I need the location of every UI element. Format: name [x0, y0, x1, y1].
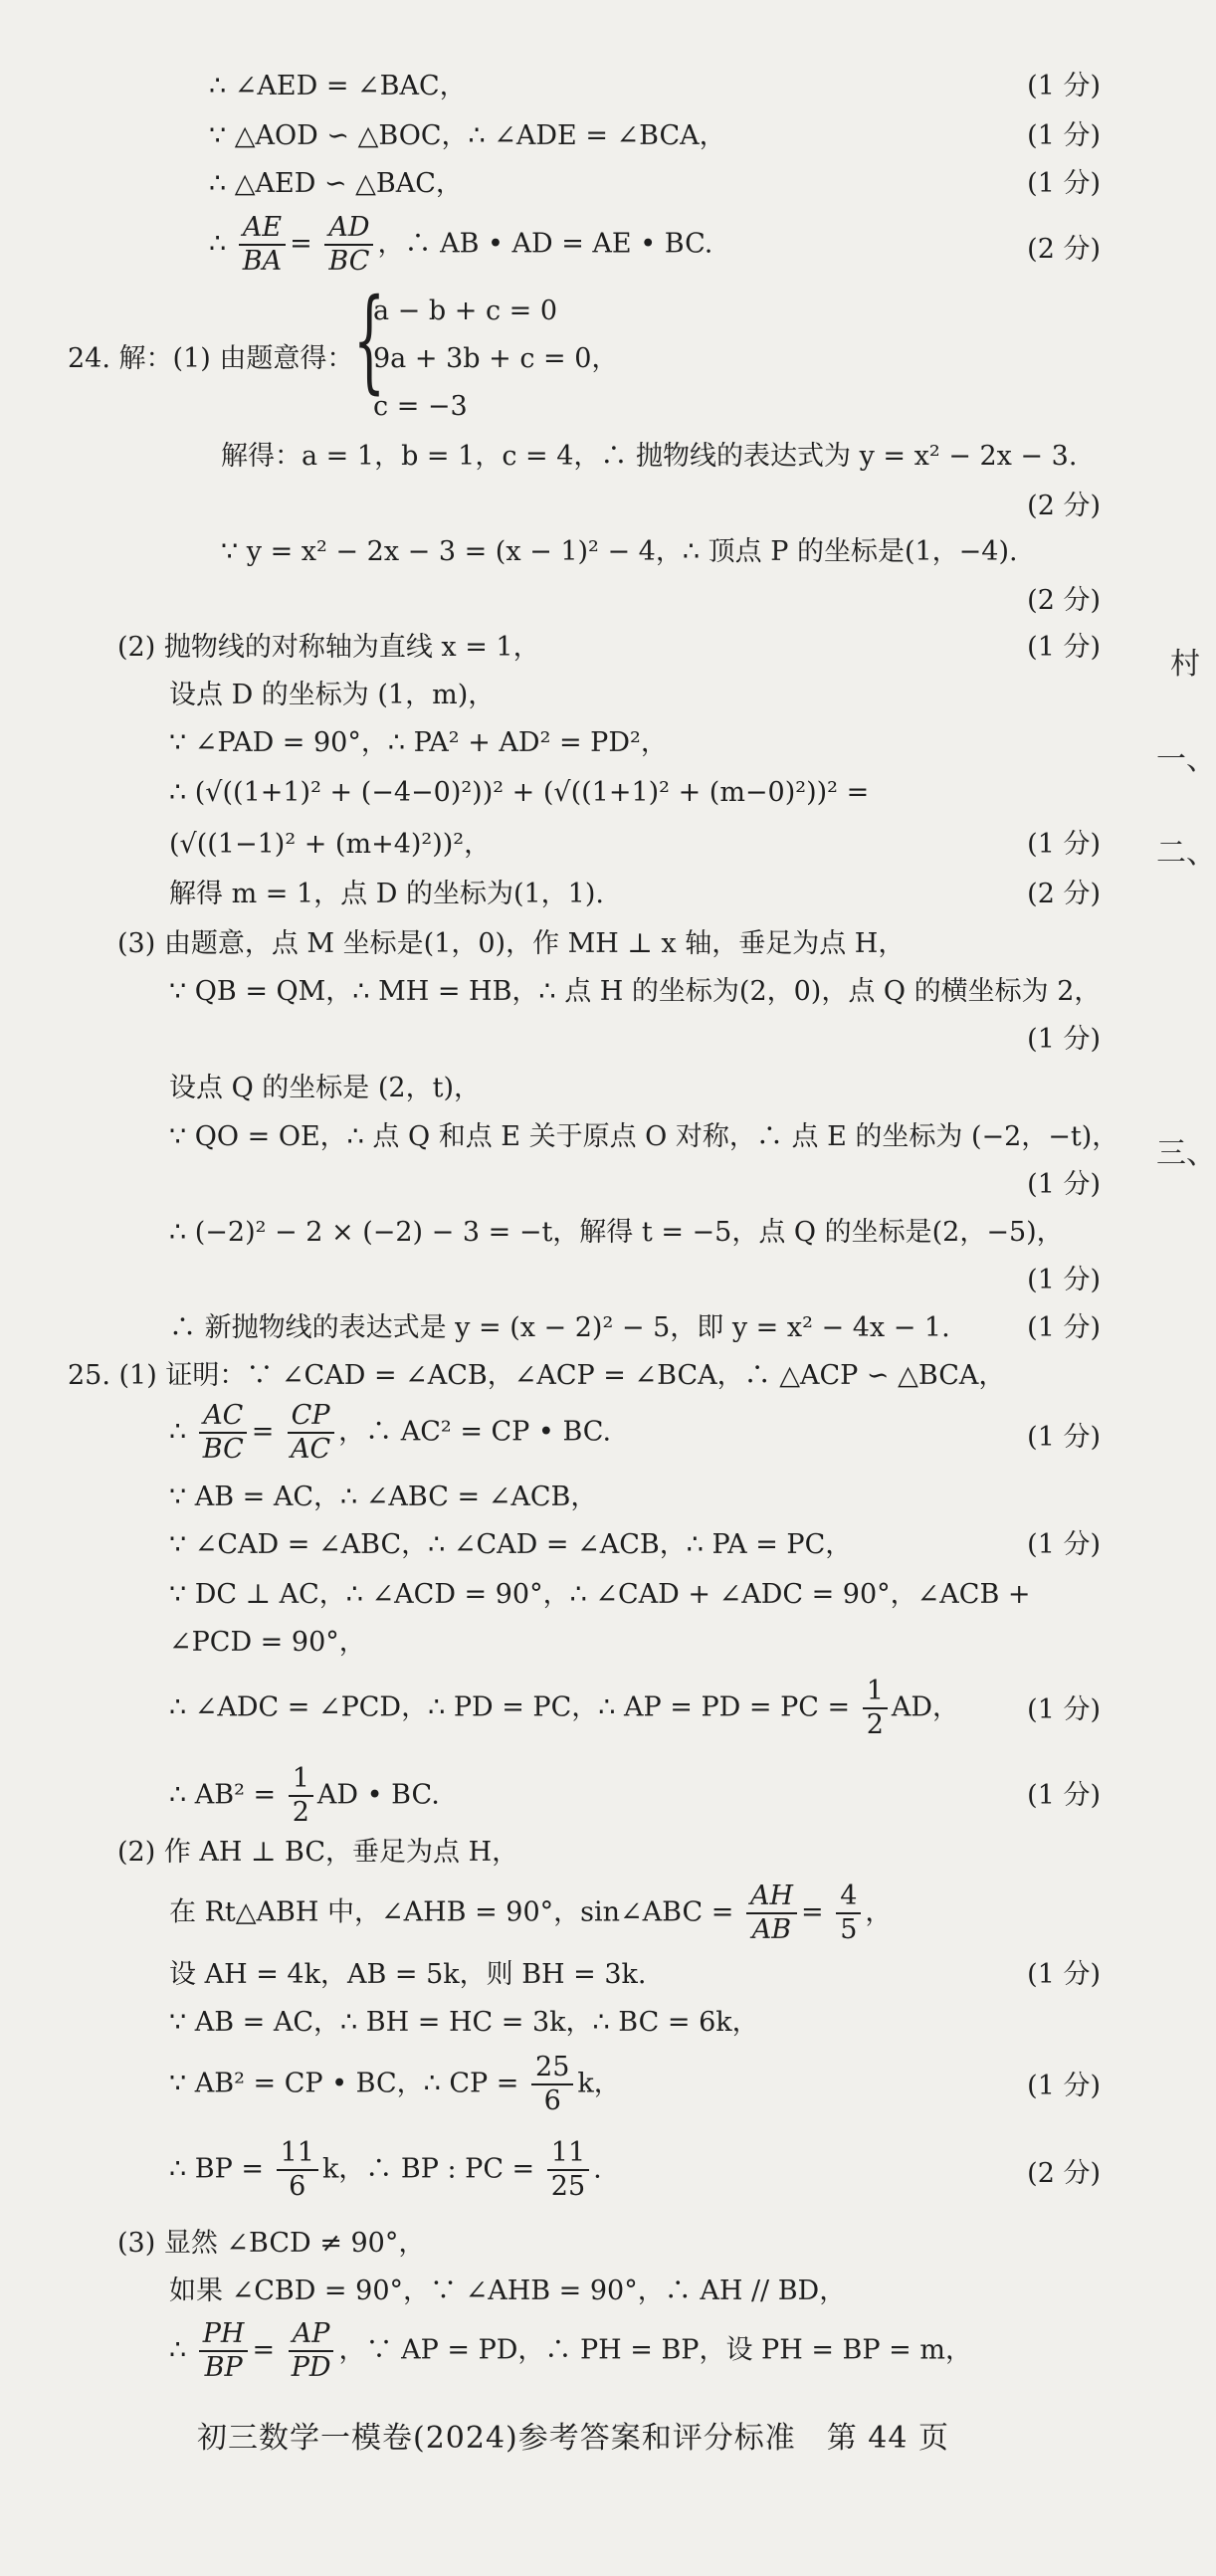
score: (1 分) — [1027, 632, 1101, 663]
formula-line: ∴ BP = $\frac{11}{6}$ k，∴ BP : PC = $\frac{11}{25}$ . — [169, 2137, 602, 2202]
score: (1 分) — [1027, 1959, 1101, 1990]
score: (1 分) — [1027, 2071, 1101, 2101]
text-line: 解得 m = 1，点 D 的坐标为(1，1). — [169, 879, 604, 909]
score: (1 分) — [1027, 120, 1101, 151]
formula-line: ∴ ∠ADC = ∠PCD，∴ PD = PC，∴ AP = PD = PC = $\frac{1}{2}$ AD， — [169, 1676, 960, 1740]
fraction: $\frac{PH}{BP}$ — [199, 2318, 249, 2384]
fraction: $\frac{1}{2}$ — [863, 1676, 888, 1741]
score: (1 分) — [1027, 829, 1101, 860]
score: (1 分) — [1027, 1265, 1101, 1295]
text-line: ∵ △AOD ∽ △BOC，∴ ∠ADE = ∠BCA， — [209, 120, 726, 151]
equation-2: 9a + 3b + c = 0， — [373, 343, 619, 374]
fraction: $\frac{11}{6}$ — [277, 2137, 318, 2203]
fraction: $\frac{AD}{BC}$ — [324, 212, 373, 278]
edge-char: 三、 — [1156, 1136, 1216, 1171]
fraction: $\frac{1}{2}$ — [289, 1763, 313, 1829]
fraction: $\frac{AP}{PD}$ — [288, 2318, 335, 2384]
edge-char: 二、 — [1156, 836, 1216, 871]
question-24-label: 24. 解：(1) 由题意得： — [68, 343, 354, 374]
text-line: ∵ ∠CAD = ∠ABC，∴ ∠CAD = ∠ACB，∴ PA = PC， — [169, 1529, 853, 1560]
text-line: 解得：a = 1，b = 1，c = 4，∴ 抛物线的表达式为 y = x² − 2x − 3. — [221, 441, 1078, 472]
text-line: 设点 D 的坐标为 (1，m)， — [169, 680, 496, 710]
fraction: $\frac{4}{5}$ — [836, 1881, 861, 1946]
text-line: ∵ DC ⊥ AC，∴ ∠ACD = 90°，∴ ∠CAD + ∠ADC = 90°，∠ACB + — [169, 1579, 1031, 1610]
score: (2 分) — [1027, 585, 1101, 616]
edge-char: 一、 — [1156, 742, 1216, 777]
fraction: $\frac{AC}{BC}$ — [199, 1400, 248, 1466]
text-line: ∴ 新抛物线的表达式是 y = (x − 2)² − 5，即 y = x² − 4x − 1. — [169, 1312, 950, 1343]
text-line: 如果 ∠CBD = 90°，∵ ∠AHB = 90°，∴ AH // BD， — [169, 2276, 847, 2306]
text-line: ∵ ∠PAD = 90°，∴ PA² + AD² = PD²， — [169, 727, 668, 758]
formula-line: ∴ AB² = $\frac{1}{2}$ AD • BC. — [169, 1763, 440, 1828]
equation-1: a − b + c = 0 — [373, 296, 558, 326]
edge-char: 村 — [1170, 647, 1200, 682]
brace-symbol: { — [353, 276, 386, 405]
score: (1 分) — [1027, 1169, 1101, 1200]
formula-line: ∴ $\frac{AE}{BA}$ = $\frac{AD}{BC}$ ，∴ AB • AD = AE • BC. — [209, 212, 713, 277]
text-line: ∵ QO = OE，∴ 点 Q 和点 E 关于原点 O 对称，∴ 点 E 的坐标为 (−2，−t)， — [169, 1121, 1119, 1152]
formula-line: ∵ AB² = CP • BC，∴ CP = $\frac{25}{6}$ k， — [169, 2052, 621, 2116]
text-line: (3) 显然 ∠BCD ≠ 90°， — [117, 2228, 426, 2259]
text-line: ∠PCD = 90°， — [169, 1627, 366, 1658]
text-line: ∴ △AED ∽ △BAC， — [209, 168, 463, 199]
formula-line: 在 Rt△ABH 中，∠AHB = 90°，sin∠ABC = $\frac{AH}{AB}$ = $\frac{4}{5}$ ， — [169, 1881, 893, 1945]
text-line: ∵ AB = AC，∴ BH = HC = 3k，∴ BC = 6k， — [169, 2007, 759, 2038]
fraction: $\frac{AH}{AB}$ — [746, 1881, 797, 1946]
score: (1 分) — [1027, 1312, 1101, 1343]
score: (1 分) — [1027, 1422, 1101, 1453]
text-line: 设点 Q 的坐标是 (2，t)， — [169, 1073, 481, 1103]
score: (1 分) — [1027, 71, 1101, 101]
question-25-label: 25. (1) 证明：∵ ∠CAD = ∠ACB，∠ACP = ∠BCA，∴ △ACP ∽ △BCA， — [68, 1360, 1006, 1391]
fraction: $\frac{CP}{AC}$ — [287, 1400, 334, 1466]
text-line: (2) 抛物线的对称轴为直线 x = 1， — [117, 632, 540, 663]
text-line: ∴ ∠AED = ∠BAC， — [209, 71, 467, 101]
score: (1 分) — [1027, 1024, 1101, 1055]
formula-line: ∴ $\frac{PH}{BP}$ = $\frac{AP}{PD}$ ，∵ AP = PD，∴ PH = BP，设 PH = BP = m， — [169, 2318, 972, 2383]
score: (2 分) — [1027, 879, 1101, 909]
text-line: (√((1−1)² + (m+4)²))²， — [169, 829, 492, 860]
text-line: ∴ (√((1+1)² + (−4−0)²))² + (√((1+1)² + (m−0)²))² = — [169, 777, 870, 808]
text-line: ∵ y = x² − 2x − 3 = (x − 1)² − 4，∴ 顶点 P 的坐标是(1，−4). — [221, 536, 1018, 567]
page-footer: 初三数学一模卷(2024)参考答案和评分标准 第 44 页 — [197, 2421, 950, 2456]
fraction: $\frac{AE}{BA}$ — [239, 212, 286, 278]
text-line: (3) 由题意，点 M 坐标是(1，0)，作 MH ⊥ x 轴，垂足为点 H， — [117, 928, 906, 959]
text-line: ∴ (−2)² − 2 × (−2) − 3 = −t，解得 t = −5，点 Q 的坐标是(2，−5)， — [169, 1217, 1064, 1248]
equation-3: c = −3 — [373, 391, 468, 422]
score: (1 分) — [1027, 1780, 1101, 1811]
fraction: $\frac{25}{6}$ — [531, 2052, 573, 2117]
fraction: $\frac{11}{25}$ — [547, 2137, 589, 2203]
score: (2 分) — [1027, 2158, 1101, 2189]
text-line: ∵ QB = QM，∴ MH = HB，∴ 点 H 的坐标为(2，0)，点 Q 的横坐标为 2， — [169, 976, 1102, 1007]
score: (1 分) — [1027, 1529, 1101, 1560]
text-line: (2) 作 AH ⊥ BC，垂足为点 H， — [117, 1837, 519, 1868]
score: (1 分) — [1027, 1694, 1101, 1725]
score: (1 分) — [1027, 168, 1101, 199]
score: (2 分) — [1027, 234, 1101, 265]
text-line: 设 AH = 4k，AB = 5k，则 BH = 3k. — [169, 1959, 647, 1990]
formula-line: ∴ $\frac{AC}{BC}$ = $\frac{CP}{AC}$ ，∴ AC² = CP • BC. — [169, 1400, 612, 1465]
text-line: ∵ AB = AC，∴ ∠ABC = ∠ACB， — [169, 1482, 598, 1512]
score: (2 分) — [1027, 491, 1101, 521]
